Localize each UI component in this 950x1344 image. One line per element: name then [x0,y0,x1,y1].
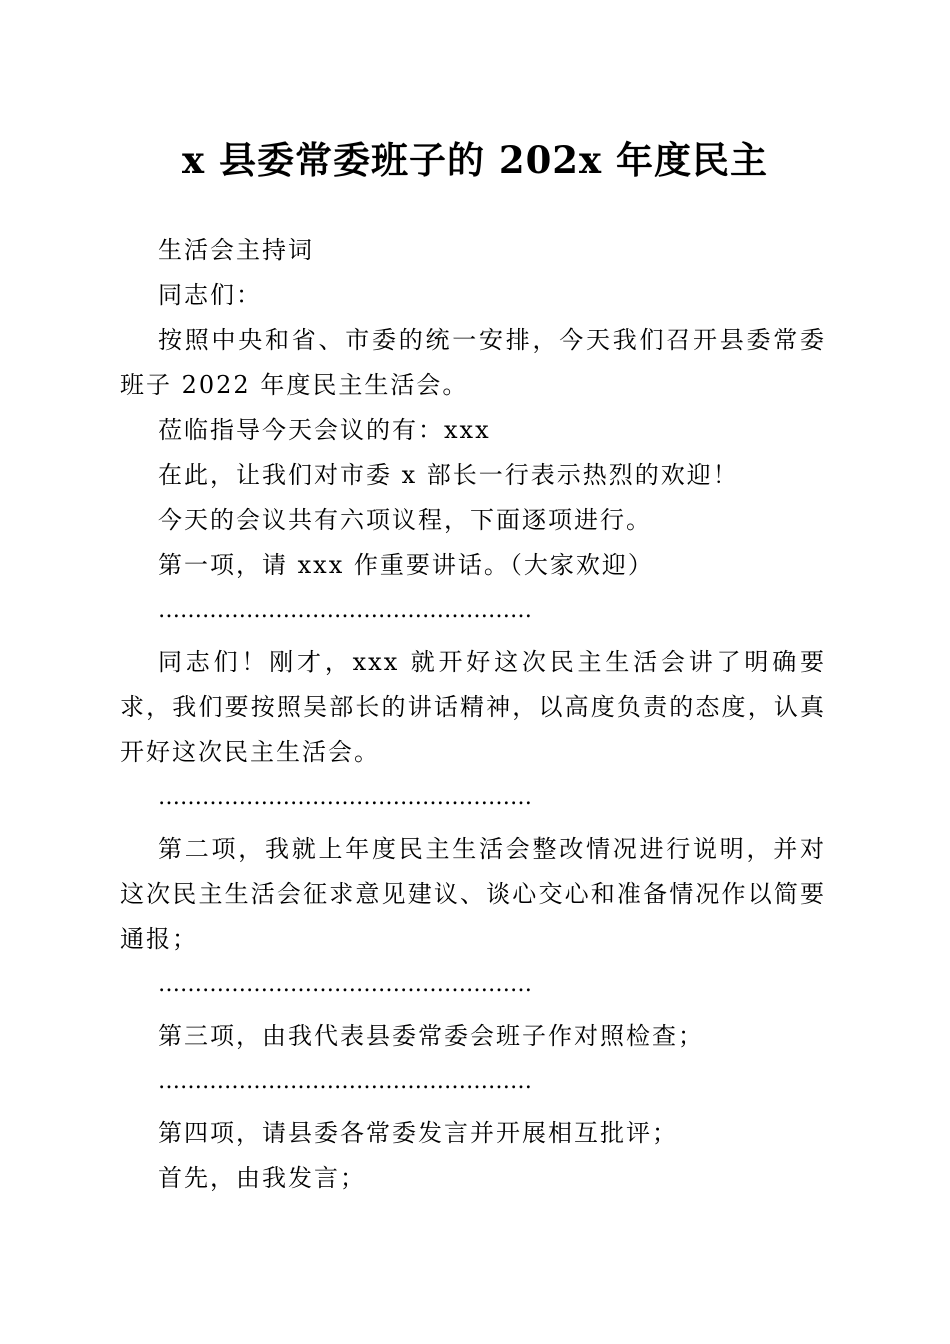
ellipsis-divider: …………………………………………… [158,598,532,623]
paragraph-item-two: 第二项，我就上年度民主生活会整改情况进行说明，并对这次民主生活会征求意见建议、谈心交心和准备情况作以简要通报； [120,835,826,953]
paragraph-remarks: 同志们！刚才，xxx 就开好这次民主生活会讲了明确要求，我们要按照吴部长的讲话精神，以高度负责的态度，认真开好这次民主生活会。 [120,648,826,766]
paragraph-subtitle: 生活会主持词 [158,236,314,264]
ellipsis-divider: …………………………………………… [158,972,532,997]
paragraph-item-one: 第一项，请 xxx 作重要讲话。（大家欢迎） [158,551,654,579]
ellipsis-divider: …………………………………………… [158,1069,532,1094]
document-body [120,228,826,1201]
document-title: x 县委常委班子的 202x 年度民主 [182,138,768,182]
paragraph-salutation: 同志们： [158,281,262,309]
paragraph-guests: 莅临指导今天会议的有：xxx [158,416,491,444]
ellipsis-divider: …………………………………………… [158,785,532,810]
paragraph-intro: 按照中央和省、市委的统一安排，今天我们召开县委常委班子 2022 年度民主生活会。 [120,326,826,399]
paragraph-agenda: 今天的会议共有六项议程，下面逐项进行。 [158,506,652,534]
paragraph-item-four: 第四项，请县委各常委发言并开展相互批评； [158,1119,678,1147]
paragraph-first-speaker: 首先，由我发言； [158,1164,366,1192]
paragraph-item-three: 第三项，由我代表县委常委会班子作对照检查； [158,1022,704,1050]
paragraph-welcome: 在此，让我们对市委 x 部长一行表示热烈的欢迎！ [158,461,739,489]
